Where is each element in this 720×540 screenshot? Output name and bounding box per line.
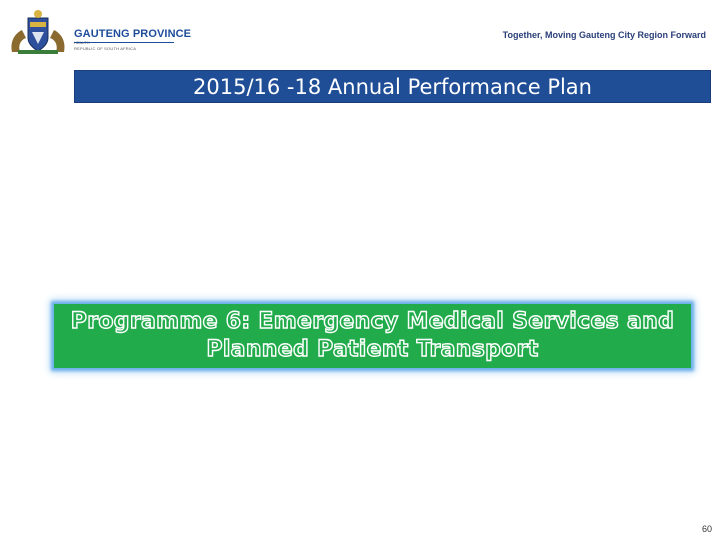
- title-bar: [74, 70, 711, 103]
- brand-country: REPUBLIC OF SOUTH AFRICA: [74, 46, 137, 51]
- coat-of-arms-icon: [8, 8, 68, 56]
- programme-line-2: Planned Patient Transport: [206, 337, 539, 362]
- programme-line-1: Programme 6: Emergency Medical Services and: [70, 309, 675, 334]
- slide-title: 2015/16 -18 Annual Performance Plan: [193, 74, 592, 99]
- brand-name: GAUTENG PROVINCE: [74, 28, 192, 40]
- programme-heading: [63, 308, 683, 364]
- page-number: 60: [701, 524, 712, 534]
- brand-divider: [74, 42, 174, 43]
- tagline: Together, Moving Gauteng City Region Forward: [502, 30, 706, 40]
- header: [0, 0, 720, 62]
- programme-box: [54, 304, 691, 368]
